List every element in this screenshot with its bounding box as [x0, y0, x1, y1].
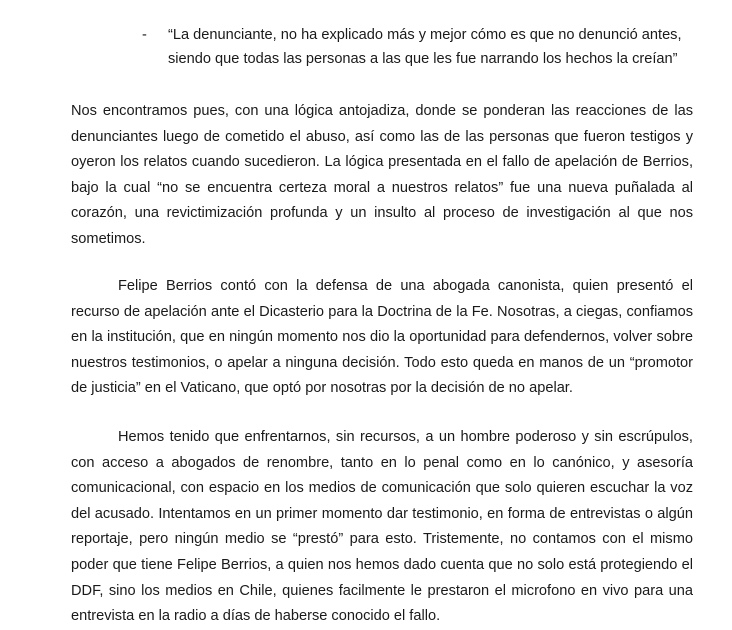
paragraph-3: Hemos tenido que enfrentarnos, sin recursos, a un hombre poderoso y sin escrúpulos, con acceso a abogados de renombre, tanto en lo penal como en lo canónico, y asesoría comunicacional, con espacio en los medios de comunicación que solo quieren escuchar la voz del acusado. Intentamos en un primer momento dar testimonio, en forma de entrevistas o algún reportaje, pero ningún medio se “prestó” para esto. Tristemente, no contamos con el mismo poder que tiene Felipe Berrios, a quien nos hemos dado cuenta que no solo está protegiendo el DDF, sino los medios en Chile, quienes facilmente le prestaron el microfono en vivo para una entrevista en la radio a días de haberse conocido el fallo.	[71, 429, 693, 625]
quoted-text: “La denunciante, no ha explicado más y mejor cómo es que no denunció antes, siendo que todas las personas a las que les fue narrando los hechos la creían”	[168, 27, 682, 67]
quoted-bullet-item	[142, 23, 702, 71]
bullet-dash: -	[142, 27, 147, 43]
paragraph-1: Nos encontramos pues, con una lógica antojadiza, donde se ponderan las reacciones de las denunciantes luego de cometido el abuso, así como las de las personas que fueron testigos y oyeron los relatos cuando sucedieron. La lógica presentada en el fallo de apelación de Berrios, bajo la cual “no se encuentra certeza moral a nuestros relatos” fue una nueva puñalada al corazón, una revictimización profunda y un insulto al proceso de investigación al que nos sometimos.	[71, 103, 693, 247]
paragraph-2: Felipe Berrios contó con la defensa de una abogada canonista, quien presentó el recurso de apelación ante el Dicasterio para la Doctrina de la Fe. Nosotras, a ciegas, confiamos en la institución, que en ningún momento nos dio la oportunidad para defendernos, volver sobre nuestros testimonios, o apelar a ninguna decisión. Todo esto queda en manos de un “promotor de justicia” en el Vaticano, que optó por nosotras por la decisión de no apelar.	[71, 278, 693, 397]
